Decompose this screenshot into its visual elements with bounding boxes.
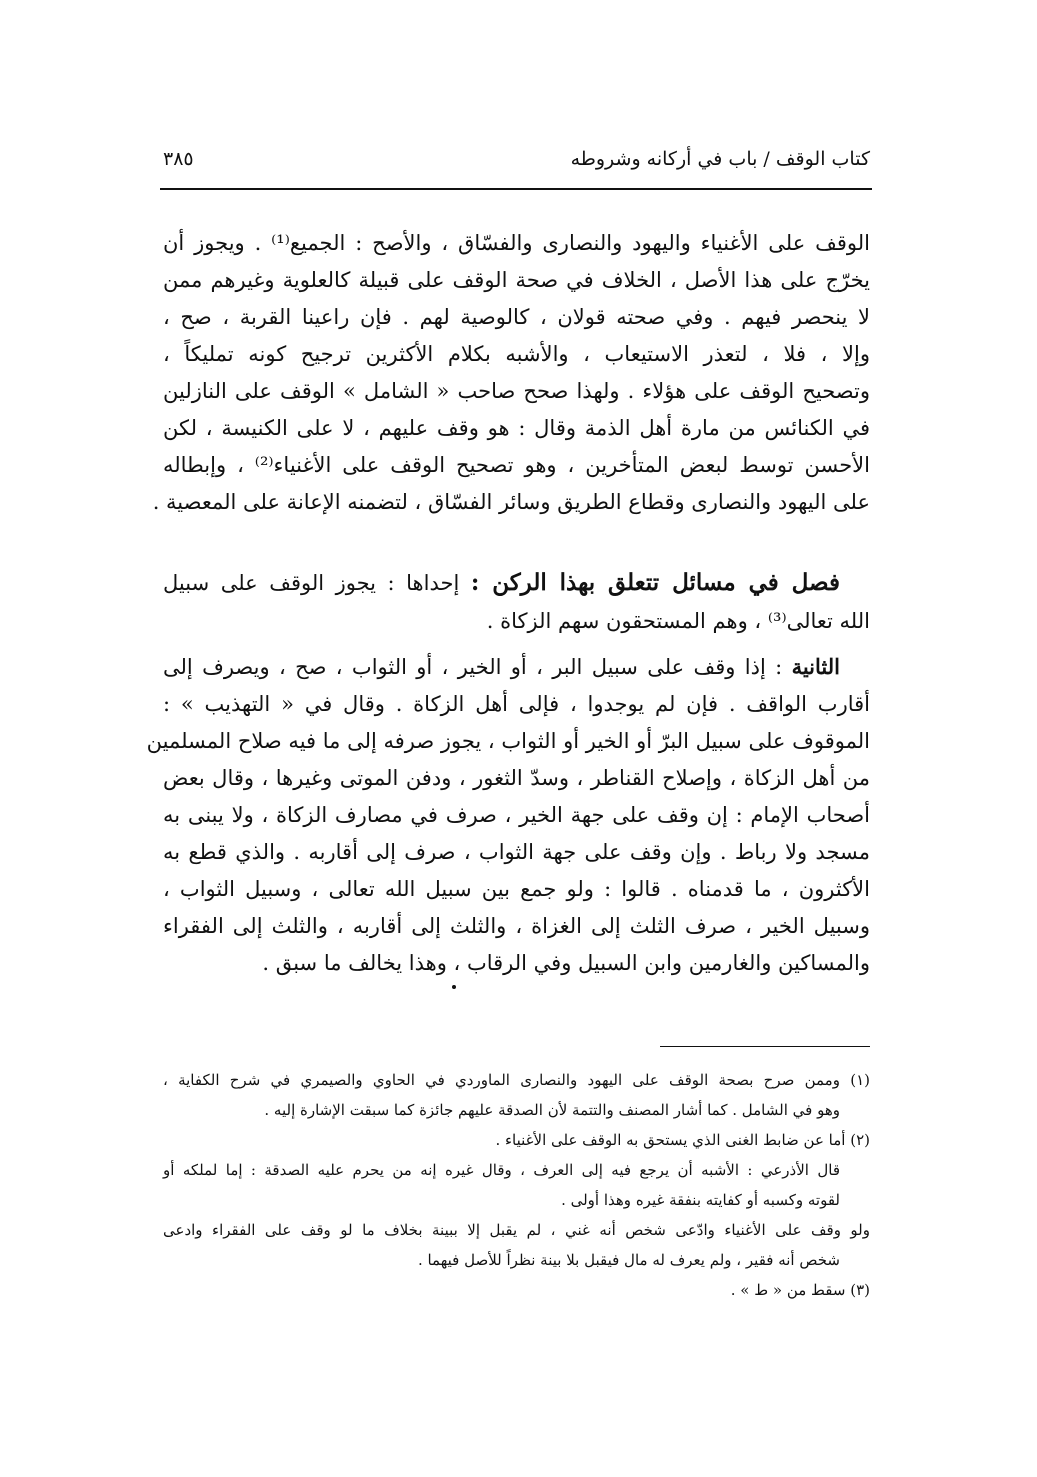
- header-rule: [160, 188, 872, 190]
- text-line: أقارب الواقف . فإن لم يوجدوا ، فإلى أهل الزكاة . وقال في « التهذيب » :: [163, 692, 870, 716]
- running-header: [163, 148, 870, 178]
- text-line: والمساكين والغارمين وابن السبيل وفي الرقاب ، وهذا يخالف ما سبق .: [262, 951, 870, 975]
- text-line: وسبيل الخير ، صرف الثلث إلى الغزاة ، والثلث إلى أقاربه ، والثلث إلى الفقراء: [163, 914, 870, 938]
- text-line: على اليهود والنصارى وقطاع الطريق وسائر الفسّاق ، لتضمنه الإعانة على المعصية .: [152, 490, 870, 514]
- text-line: أصحاب الإمام : إن وقف على جهة الخير ، صرف في مصارف الزكاة ، ولا يبنى به: [163, 803, 870, 827]
- text-line: [163, 652, 870, 682]
- text-line: وإلا ، فلا ، لتعذر الاستيعاب ، والأشبه بكلام الأكثرين ترجيح كونه تمليكاً ،: [163, 342, 870, 366]
- footnote-rule: [660, 1046, 870, 1047]
- paragraph-lead: الثانية: [791, 654, 840, 679]
- text-line: لا ينحصر فيهم . وفي صحته قولان ، كالوصية لهم . فإن راعينا القربة ، صح ،: [163, 305, 870, 329]
- section-text: إحداها : يجوز الوقف على سبيل: [163, 571, 460, 595]
- page-number: ٣٨٥: [163, 148, 194, 170]
- footnote-line: قال الأذرعي : الأشبه أن يرجع فيه إلى العرف ، وقال غيره إنه من يحرم عليه الصدقة : إما لملكه أو: [163, 1161, 840, 1179]
- text-line: في الكنائس من مارة أهل الذمة وقال : هو وقف عليهم ، لا على الكنيسة ، لكن: [163, 416, 870, 440]
- text-line: الموقوف على سبيل البرّ أو الخير أو الثواب ، يجوز صرفه إلى ما فيه صلاح المسلمين: [146, 729, 870, 753]
- scan-speck: [452, 985, 456, 989]
- footnote-line: وهو في الشامل . كما أشار المصنف والتتمة لأن الصدقة عليهم جائزة كما سبقت الإشارة إليه .: [264, 1101, 840, 1119]
- footnote-line: (٣) سقط من « ط » .: [730, 1281, 870, 1299]
- text-run: : إذا وقف على سبيل البر ، أو الخير ، أو الثواب ، صح ، ويصرف إلى: [163, 655, 792, 679]
- text-line: الأحسن توسط لبعض المتأخرين ، وهو تصحيح الوقف على الأغنياء⁽²⁾ ، وإبطاله: [163, 453, 870, 477]
- footnote-line: ولو وقف على الأغنياء وادّعى شخص أنه غني ، لم يقبل إلا ببينة بخلاف ما لو وقف على الفقراء وادعى: [163, 1221, 870, 1239]
- text-line: من أهل الزكاة ، وإصلاح القناطر ، وسدّ الثغور ، ودفن الموتى وغيرها ، وقال بعض: [163, 766, 870, 790]
- text-line: مسجد ولا رباط . وإن وقف على جهة الثواب ، صرف إلى أقاربه . والذي قطع به: [163, 840, 870, 864]
- section-line: [163, 568, 870, 598]
- header-title: كتاب الوقف / باب في أركانه وشروطه: [570, 148, 870, 170]
- text-line: وتصحيح الوقف على هؤلاء . ولهذا صحح صاحب « الشامل » الوقف على النازلين: [163, 379, 870, 403]
- footnote-line: (١) وممن صرح بصحة الوقف على اليهود والنصارى الماوردي في الحاوي والصيمري في شرح الكفاية ،: [163, 1071, 870, 1089]
- footnote-line: (٢) أما عن ضابط الغنى الذي يستحق به الوقف على الأغنياء .: [495, 1131, 870, 1149]
- text-line: الله تعالى⁽³⁾ ، وهم المستحقون سهم الزكاة .: [486, 609, 870, 633]
- section-heading: فصل في مسائل تتعلق بهذا الركن :: [470, 569, 840, 596]
- text-line: يخرّج على هذا الأصل ، الخلاف في صحة الوقف على قبيلة كالعلوية وغيرهم ممن: [163, 268, 870, 292]
- text-line: الوقف على الأغنياء واليهود والنصارى والفسّاق ، والأصح : الجميع⁽¹⁾ . ويجوز أن: [163, 231, 870, 255]
- footnote-line: لقوته وكسبه أو كفايته بنفقة غيره وهذا أولى .: [561, 1191, 840, 1209]
- footnote-line: شخص أنه فقير ، ولم يعرف له مال فيقبل بلا بينة نظراً للأصل فيهما .: [417, 1251, 840, 1269]
- text-line: الأكثرون ، ما قدمناه . قالوا : ولو جمع بين سبيل الله تعالى ، وسبيل الثواب ،: [163, 877, 870, 901]
